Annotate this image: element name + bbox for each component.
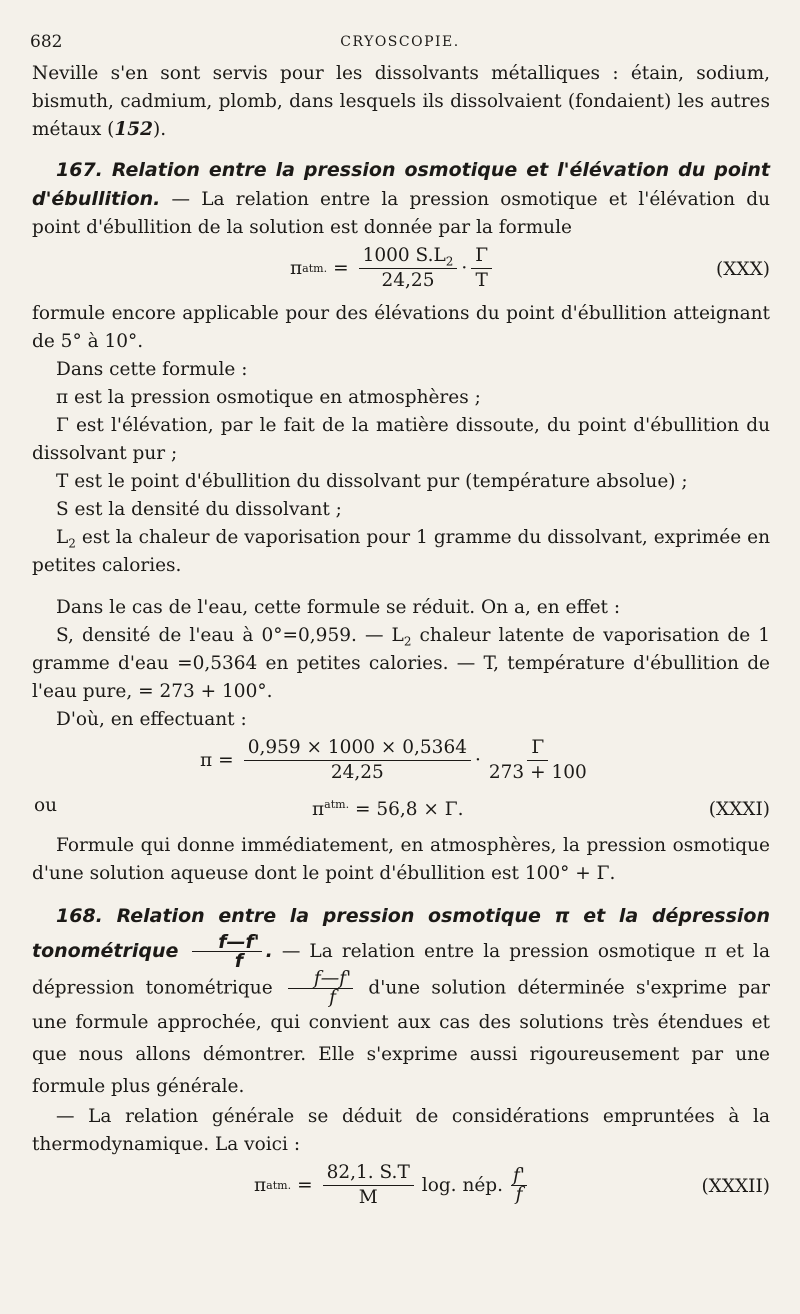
equation-water: π = $\frac{0,959 \times 1000 \times 0,5364}{24,25}$ · $\frac{\Gamma}{273 + 100}$: [32, 734, 770, 792]
definition-pi: π est la pression osmotique en atmosphères ;: [56, 387, 481, 408]
definition-s: S est la densité du dissolvant ;: [56, 499, 342, 520]
fraction: $\frac{0,959 \times 1000 \times 0,5364}{24,25}$: [244, 736, 471, 785]
section-167-heading: 167. Relation entre la pression osmotique et l'élévation du point d'ébullition.: [32, 159, 770, 210]
fraction: $\frac{\Gamma}{273 + 100}$: [488, 737, 587, 783]
paragraph: — La relation générale se déduit de considérations empruntées à la thermodynamique. La voici :: [32, 1106, 770, 1155]
equation-number: (XXXII): [701, 1176, 770, 1197]
cross-reference: 152: [114, 119, 154, 140]
fraction: $\frac{f—f'}{f}$: [192, 933, 261, 970]
fraction: f' f: [513, 1165, 525, 1205]
fraction: $\frac{f—f'}{f}$: [288, 970, 353, 1007]
section-168-paragraph: 168. Relation entre la pression osmotique π et la dépression tonométrique $\frac{f—f'}{f}$ . — La relation entre la pression osmotique π et la dépression tonométrique $\frac{f—f'}{f}$ d'une solution déterminée s'exprime par une formule approchée, qui convient aux cas des solutions très étendues et que nous allons démontrer. Elle s'exprime aussi rigoureusement par une formule plus générale.: [32, 905, 770, 1097]
paragraph: S, densité de l'eau à 0°=0,959. — $L_2$ chaleur latente de vaporisation de 1 gramme d'eau =0,5364 en petites calories. — T, température d'ébullition de l'eau pure, = 273 + 100°.: [32, 625, 771, 702]
paragraph: Dans cette formule :: [56, 359, 248, 380]
section-168-heading: 168. Relation entre la pression osmotique π et la dépression tonométrique $\frac{f—f'}{f}$ .: [32, 905, 770, 972]
page-header: [30, 32, 770, 56]
equation-xxx: π atm. = $\frac{1000 S.L_2}{24,25}$ · $\frac{\Gamma}{T}$ (XXX): [290, 245, 770, 291]
running-head: CRYOSCOPIE.: [340, 34, 460, 50]
equation-number: (XXX): [716, 259, 770, 280]
fraction: $\frac{1000 S.L_2}{24,25}$: [359, 244, 458, 293]
equation-xxxi: ou $\pi^{atm.} = 56,8 \times \Gamma$. (XXXI): [32, 792, 770, 824]
fraction: $\frac{82,1. S.T}{M}$: [323, 1161, 414, 1210]
section-167-paragraph: 167. Relation entre la pression osmotique et l'élévation du point d'ébullition. — La relation entre la pression osmotique et l'élévation du point d'ébullition de la solution est donnée par la formule: [32, 159, 770, 238]
page-body: [32, 60, 770, 1217]
paragraph: Formule qui donne immédiatement, en atmosphères, la pression osmotique d'une solution aqueuse dont le point d'ébullition est 100° + Γ.: [32, 835, 770, 884]
fraction: $\frac{\Gamma}{T}$: [471, 244, 492, 293]
paragraph: D'où, en effectuant :: [56, 709, 247, 730]
equation-xxxii: π atm. = $\frac{82,1. S.T}{M}$ log. nép. f' f (XXXII): [254, 1162, 770, 1208]
definition-l2: $L_2$ est la chaleur de vaporisation pour 1 gramme du dissolvant, exprimée en petites calories.: [32, 527, 770, 576]
definition-gamma: Γ est l'élévation, par le fait de la matière dissoute, du point d'ébullition du dissolvant pur ;: [32, 415, 770, 464]
definition-t: T est le point d'ébullition du dissolvant pur (température absolue) ;: [56, 471, 688, 492]
equation-number: (XXXI): [708, 799, 770, 820]
paragraph: formule encore applicable pour des élévations du point d'ébullition atteignant de 5° à 10°.: [32, 303, 770, 352]
page-number: 682: [30, 32, 63, 52]
paragraph: Dans le cas de l'eau, cette formule se réduit. On a, en effet :: [56, 597, 621, 618]
intro-paragraph: Neville s'en sont servis pour les dissolvants métalliques : étain, sodium, bismuth, cadmium, plomb, dans lesquels ils dissolvaient (fondaient) les autres métaux (152).: [32, 63, 770, 140]
